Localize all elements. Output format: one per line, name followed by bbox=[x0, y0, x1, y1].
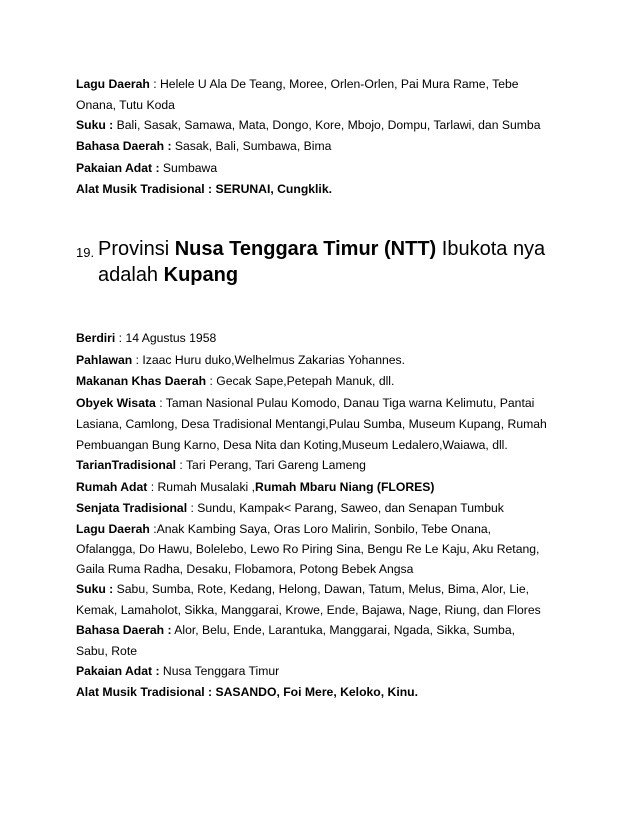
obyek-wisata-cont: Lasiana, Camlong, Desa Tradisional Mentangi,Pulau Sumba, Museum Kupang, Rumah bbox=[76, 417, 547, 432]
berdiri-line: Berdiri : 14 Agustus 1958 bbox=[76, 330, 217, 345]
pakaian2-line: Pakaian Adat : Nusa Tenggara Timur bbox=[76, 663, 280, 678]
lagu-daerah2-line: Lagu Daerah :Anak Kambing Saya, Oras Loro Malirin, Sonbilo, Tebe Onana, bbox=[76, 521, 492, 536]
suku2-cont: Kemak, Lamaholot, Sikka, Manggarai, Krowe, Ende, Bajawa, Nage, Riung, dan Flores bbox=[76, 602, 541, 617]
label: Lagu Daerah bbox=[76, 77, 150, 91]
province-name: Nusa Tenggara Timur (NTT) bbox=[174, 237, 437, 260]
alat-musik2-line: Alat Musik Tradisional : SASANDO, Foi Mere, Keloko, Kinu. bbox=[76, 685, 418, 700]
suku-line: Suku : Bali, Sasak, Samawa, Mata, Dongo, Kore, Mbojo, Dompu, Tarlawi, dan Sumba bbox=[76, 117, 541, 132]
document-page bbox=[76, 74, 576, 704]
lagu-daerah2-cont: Ofalangga, Do Hawu, Bolelebo, Lewo Ro Piring Sina, Bengu Re Le Kaju, Aku Retang, bbox=[76, 541, 540, 556]
obyek-wisata-line: Obyek Wisata : Taman Nasional Pulau Komodo, Danau Tiga warna Kelimutu, Pantai bbox=[76, 395, 535, 410]
lagu-daerah-cont: Onana, Tutu Koda bbox=[76, 97, 175, 112]
tarian-line: TarianTradisional : Tari Perang, Tari Gareng Lameng bbox=[76, 457, 366, 472]
makanan-line: Makanan Khas Daerah : Gecak Sape,Petepah Manuk, dll. bbox=[76, 374, 395, 389]
obyek-wisata-cont2: Pembuangan Bung Karno, Desa Nita dan Koting,Museum Ledalero,Waiawa, dll. bbox=[76, 437, 508, 452]
rumah-adat-line: Rumah Adat : Rumah Musalaki ,Rumah Mbaru Niang (FLORES) bbox=[76, 479, 435, 494]
bahasa-line: Bahasa Daerah : Sasak, Bali, Sumbawa, Bima bbox=[76, 139, 332, 154]
lagu-daerah-line: Lagu Daerah : Helele U Ala De Teang, Moree, Orlen-Orlen, Pai Mura Rame, Tebe bbox=[76, 77, 519, 91]
capital-name: Kupang bbox=[163, 263, 239, 286]
suku2-line: Suku : Sabu, Sumba, Rote, Kedang, Helong, Dawan, Tatum, Melus, Bima, Alor, Lie, bbox=[76, 582, 529, 597]
heading-number: 19. bbox=[76, 244, 95, 260]
bahasa2-line: Bahasa Daerah : Alor, Belu, Ende, Larantuka, Manggarai, Ngada, Sikka, Sumba, bbox=[76, 622, 516, 637]
section-heading: 19. Provinsi Nusa Tenggara Timur (NTT) Ibukota nya adalah Kupang bbox=[76, 237, 546, 286]
senjata-line: Senjata Tradisional : Sundu, Kampak< Parang, Saweo, dan Senapan Tumbuk bbox=[76, 501, 504, 516]
pakaian-line: Pakaian Adat : Sumbawa bbox=[76, 160, 218, 175]
alat-musik-line: Alat Musik Tradisional : SERUNAI, Cungklik. bbox=[76, 182, 332, 197]
lagu-daerah2-cont2: Gaila Ruma Radha, Desaku, Flobamora, Potong Bebek Angsa bbox=[76, 562, 414, 577]
bahasa2-cont: Sabu, Rote bbox=[76, 643, 137, 658]
pahlawan-line: Pahlawan : Izaac Huru duko,Welhelmus Zakarias Yohannes. bbox=[76, 352, 406, 367]
